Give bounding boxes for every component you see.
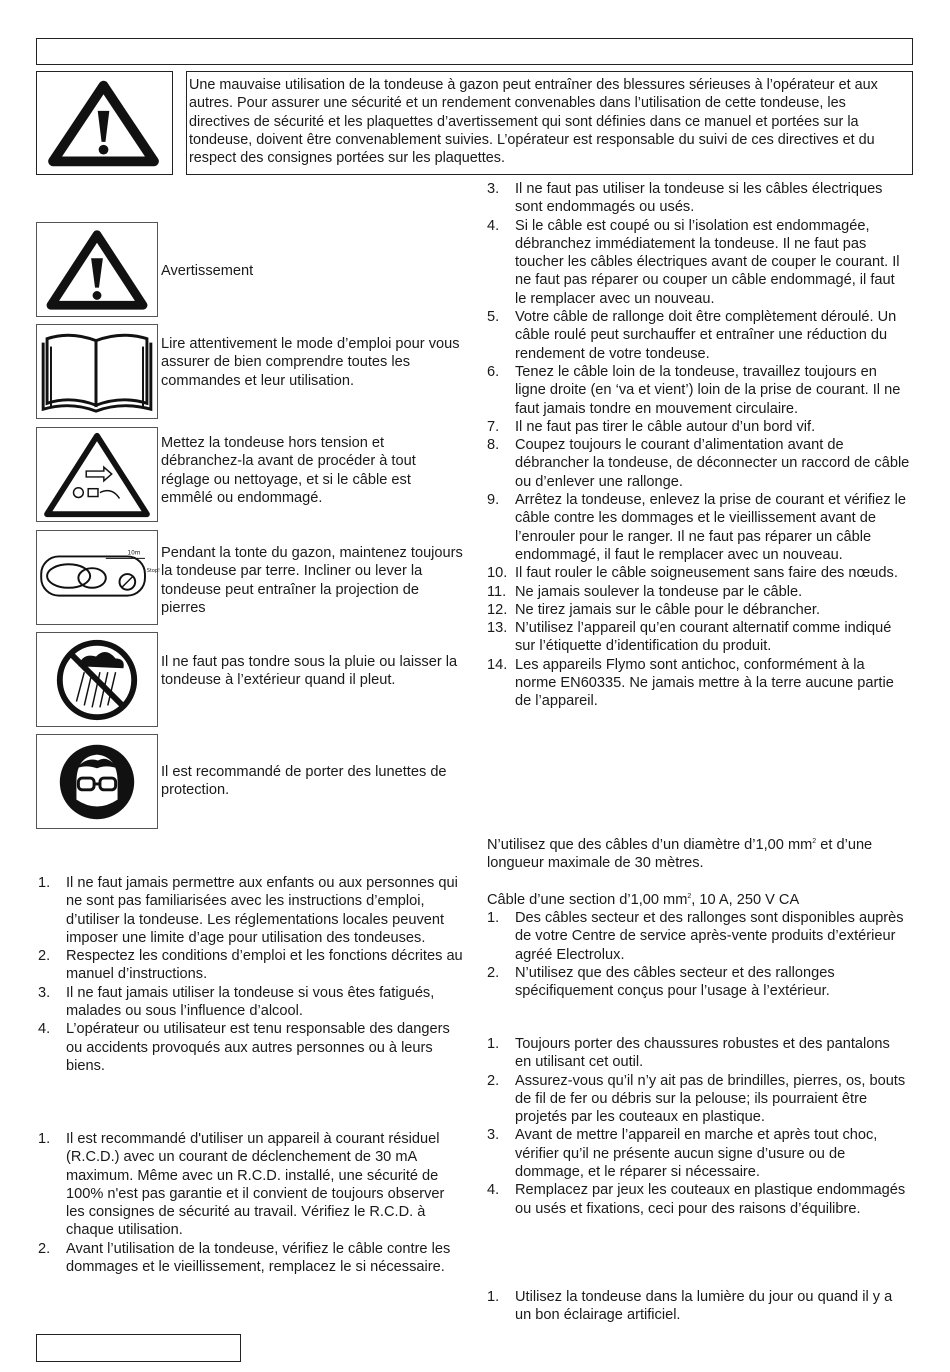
general-safety-list bbox=[38, 874, 464, 1075]
list-item: 1. Il ne faut jamais permettre aux enfants ou aux personnes qui ne sont pas familiarisées avec les instructions d’emploi, d’utiliser la tondeuse. Les réglementations locales peuvent imposer une limite d’age pour utilisation des tondeuses. bbox=[38, 875, 458, 946]
list-item: 3. Avant de mettre l’appareil en marche et après tout choc, vérifier qu’il ne présente aucun signe d’usure ou de dommage, et le réparer si nécessaire. bbox=[487, 1127, 878, 1181]
list-item: 4. Remplacez par jeux les couteaux en plastique endommagés ou usés et fixations, ceci pour des raisons d’équilibre. bbox=[487, 1182, 906, 1217]
cable-spec-text: N’utilisez que des câbles d’un diamètre d’1,00 $mm^2$ et d’une longueur maximale de 30 mètres. bbox=[487, 837, 873, 872]
symbol-warning-box bbox=[36, 222, 158, 317]
cable-list bbox=[487, 909, 910, 1000]
list-item: 14. Les appareils Flymo sont antichoc, conformément à la norme EN60335. Ne jamais mettre à la terre aucune partie de l’appareil. bbox=[487, 656, 894, 710]
keep-on-ground-icon bbox=[37, 531, 160, 624]
list-item: 4. Si le câble est coupé ou si l’isolation est endommagée, débranchez immédiatement la tondeuse. Il ne faut pas toucher les câbles électriques avant de couper le courant. Il ne faut pas réparer ou couper un câble endommagé, il faut le remplacer avec un nouveau. bbox=[487, 217, 900, 307]
electrical-safety-list-right bbox=[487, 180, 910, 711]
list-item: 8. Coupez toujours le courant d’alimentation avant de débrancher la tondeuse, de déconnecter un raccord de câble ou d’enlever une rallonge. bbox=[487, 437, 910, 490]
cable-section-text: Câble d’une section d’1,00 $mm^2$, 10 A, 250 V CA bbox=[487, 892, 800, 908]
no-rain-icon bbox=[37, 633, 157, 726]
list-item: 2. N’utilisez que des câbles secteur et des rallonges spécifiquement conçus pour l’usage à l’extérieur. bbox=[487, 964, 835, 1000]
warning-triangle-icon bbox=[37, 72, 171, 173]
list-item: 4. L’opérateur ou utilisateur est tenu responsable des dangers ou accidents provoqués aux autres personnes ou à leurs biens. bbox=[38, 1021, 450, 1074]
electrical-safety-list-left bbox=[38, 1130, 464, 1276]
symbol-text-warning: Avertissement bbox=[161, 263, 254, 279]
symbol-text-manual: Lire attentivement le mode d’emploi pour vous assurer de bien comprendre toutes les commandes et leur utilisation. bbox=[161, 336, 460, 389]
list-item: 13. N’utilisez l’appareil qu’en courant alternatif comme indiqué sur l’étiquette d’identification du produit. bbox=[487, 620, 892, 655]
symbol-goggles-box bbox=[36, 734, 158, 829]
list-item: 1. Il est recommandé d'utiliser un appareil à courant résiduel (R.C.D.) avec un courant de déclenchement de 30 mA maximum. Même avec un R.C.D. installé, une sécurité de 100% n'est pas garantie et il convient de toujours observer les consignes de sécurité au travail. Vérifiez le R.C.D. à chaque utilisation. bbox=[38, 1131, 445, 1239]
symbol-text-ground: Pendant la tonte du gazon, maintenez toujours la tondeuse par terre. Incliner ou lever la tondeuse peut entraîner la projection de pierres bbox=[161, 545, 463, 616]
safety-goggles-icon bbox=[37, 735, 157, 828]
label-10m: 10m bbox=[127, 550, 141, 557]
symbol-rain-box bbox=[36, 632, 158, 727]
symbol-text-rain: Il ne faut pas tondre sous la pluie ou laisser la tondeuse à l’extérieur quand il pleut. bbox=[161, 654, 458, 689]
list-item: 2. Respectez les conditions d’emploi et les fonctions décrites au manuel d’instructions. bbox=[38, 948, 463, 983]
symbol-text-unplug: Mettez la tondeuse hors tension et débranchez-la avant de procéder à tout réglage ou nettoyage, et si le câble est emmêlé ou endommagé. bbox=[161, 435, 416, 506]
list-item: 11. Ne jamais soulever la tondeuse par le câble. bbox=[487, 583, 803, 600]
instruction-manual-icon bbox=[37, 325, 157, 418]
preparation-list bbox=[487, 1035, 910, 1218]
list-item: 3. Il ne faut jamais utiliser la tondeuse si vous êtes fatigués, malades ou sous l’influence d’alcool. bbox=[38, 984, 435, 1020]
label-stop: Stop! bbox=[146, 568, 160, 575]
list-item: 2. Assurez-vous qu’il n’y ait pas de brindilles, pierres, os, bouts de fil de fer ou débris sur la pelouse; ils pourraient être projetés par les couteaux en plastique. bbox=[487, 1072, 906, 1126]
main-warning-box bbox=[36, 71, 173, 175]
header-title-box bbox=[36, 38, 913, 65]
list-item: 1. Utilisez la tondeuse dans la lumière du jour ou quand il y a un bon éclairage artificiel. bbox=[487, 1289, 893, 1324]
intro-box bbox=[186, 71, 913, 175]
list-item: 1. Des câbles secteur et des rallonges sont disponibles auprès de votre Centre de service après-vente produits d’extérieur agréé Electrolux. bbox=[487, 910, 904, 963]
list-item: 9. Arrêtez la tondeuse, enlevez la prise de courant et vérifiez le câble contre les dommages et le vieillissement avant de l’enrouler pour le ranger. Il ne faut pas réparer un câble endommagé, il faut le remplacer avec un nouveau. bbox=[487, 492, 907, 563]
operation-list bbox=[487, 1288, 910, 1325]
symbol-manual-box bbox=[36, 324, 158, 419]
list-item: 3. Il ne faut pas utiliser la tondeuse si les câbles électriques sont endommagés ou usés. bbox=[487, 181, 883, 216]
list-item: 1. Toujours porter des chaussures robustes et des pantalons en utilisant cet outil. bbox=[487, 1036, 890, 1071]
unplug-warning-icon bbox=[37, 428, 157, 521]
list-item: 10. Il faut rouler le câble soigneusement sans faire des nœuds. bbox=[487, 565, 898, 582]
list-item: 12. Ne tirez jamais sur le câble pour le débrancher. bbox=[487, 601, 821, 618]
warning-triangle-icon bbox=[37, 223, 157, 316]
intro-text: Une mauvaise utilisation de la tondeuse à gazon peut entraîner des blessures sérieuses à l’opérateur et aux autres. Pour assurer une sécurité et un rendement convenables dans l’utilisation de cette tondeuse, les directives de sécurité et les plaquettes d’avertissement qui sont définies dans ce manuel et portées sur la tondeuse, doivent être convenablement suivies. L’opérateur est responsable du suivi de ces directives et du respect des consignes portées sur les plaquettes. bbox=[189, 77, 878, 167]
page-number-box bbox=[36, 1334, 241, 1362]
symbol-unplug-box bbox=[36, 427, 158, 522]
symbol-text-goggles: Il est recommandé de porter des lunettes de protection. bbox=[161, 764, 447, 799]
symbol-ground-box bbox=[36, 530, 158, 625]
list-item: 6. Tenez le câble loin de la tondeuse, travaillez toujours en ligne droite (en ‘va et vient’) loin de la prise de courant. Il ne faut jamais tondre en mouvement circulaire. bbox=[487, 363, 901, 417]
list-item: 2. Avant l’utilisation de la tondeuse, vérifiez le câble contre les dommages et le vieillissement, remplacez le si nécessaire. bbox=[38, 1240, 451, 1276]
list-item: 5. Votre câble de rallonge doit être complètement déroulé. Un câble roulé peut surchauffer et entraîner une réduction du rendement de votre tondeuse. bbox=[487, 309, 897, 362]
list-item: 7. Il ne faut pas tirer le câble autour d’un bord vif. bbox=[487, 418, 816, 435]
